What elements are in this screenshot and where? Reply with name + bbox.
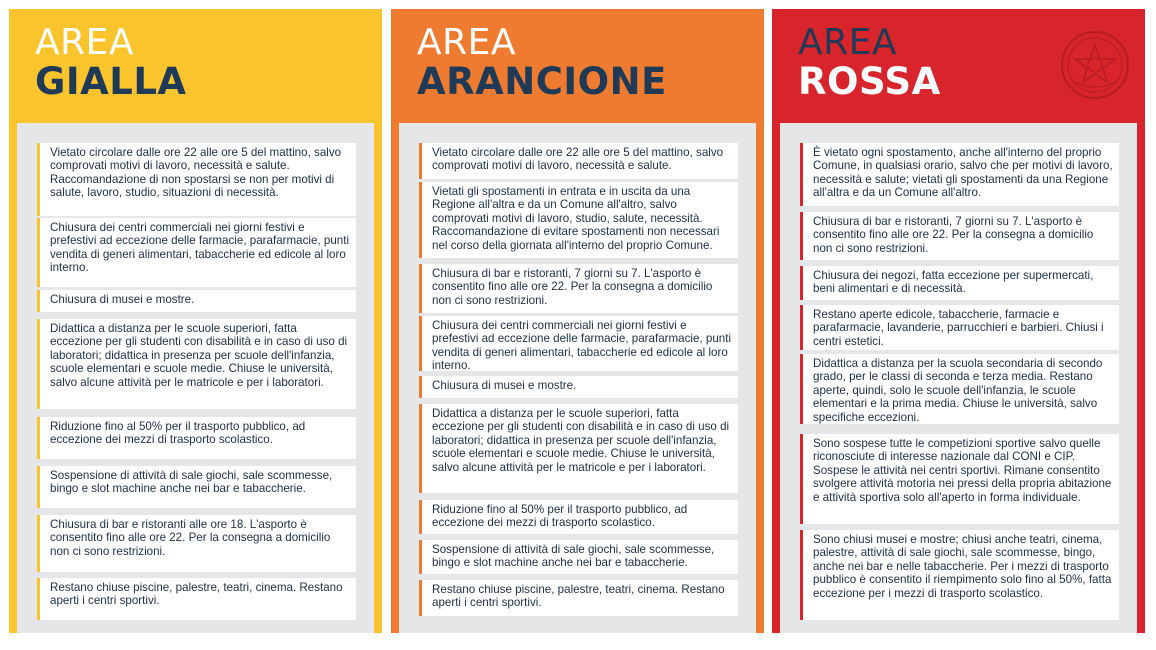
- zone-title: [35, 22, 187, 103]
- rule-item: Chiusura di musei e mostre.: [419, 376, 738, 398]
- zone-title: [798, 22, 941, 103]
- rule-item: Sospensione di attività di sale giochi, sale scommesse, bingo e slot machine anche nei bar e tabaccherie.: [419, 540, 738, 574]
- rules-card: [780, 123, 1137, 633]
- zone-title: [417, 22, 667, 103]
- zone-panel-orange: [391, 9, 764, 633]
- republic-emblem-icon: [1059, 29, 1131, 101]
- rule-item: Vietato circolare dalle ore 22 alle ore 5 del mattino, salvo comprovati motivi di lavoro, necessità e salute.: [419, 143, 738, 179]
- rule-item: Restano chiuse piscine, palestre, teatri, cinema. Restano aperti i centri sportivi.: [419, 580, 738, 616]
- zone-name: ROSSA: [798, 60, 941, 103]
- zone-panel-red: [772, 9, 1145, 633]
- area-label: AREA: [35, 22, 135, 63]
- rule-item: Chiusura di bar e ristoranti alle ore 18. L'asporto è consentito fino alle ore 22. Per la consegna a domicilio non ci sono restrizioni.: [37, 515, 356, 572]
- rule-item: Chiusura di bar e ristoranti, 7 giorni su 7. L'asporto è consentito fino alle ore 22. Per la consegna a domicilio non ci sono restrizioni.: [800, 212, 1119, 260]
- rule-item: Chiusura di musei e mostre.: [37, 290, 356, 312]
- rule-item: Chiusura dei centri commerciali nei giorni festivi e prefestivi ad eccezione delle farmacie, parafarmacie, punti vendita di generi alimentari, tabaccherie ed edicole al loro interno.: [419, 316, 738, 371]
- rules-card: [399, 123, 756, 633]
- area-label: AREA: [798, 22, 898, 63]
- rule-item: Vietati gli spostamenti in entrata e in uscita da una Regione all'altra e da un Comune all'altro, salvo comprovati motivi di lavoro, studio, salute, necessità. Raccomandazione di evitare spostamenti non necessari nel corso della giornata all'interno del proprio Comune.: [419, 182, 738, 258]
- rule-item: Vietato circolare dalle ore 22 alle ore 5 del mattino, salvo comprovati motivi di lavoro, necessità e salute. Raccomandazione di non spostarsi se non per motivi di salute, lavoro, studio, situazioni di necessità.: [37, 143, 356, 216]
- zone-panel-yellow: [9, 9, 382, 633]
- rule-item: È vietato ogni spostamento, anche all'interno del proprio Comune, in qualsiasi orario, salvo che per motivi di lavoro, necessità e salute; vietati gli spostamenti da una Regione all'altra e da un Comune all'altro.: [800, 143, 1119, 206]
- rules-card: [17, 123, 374, 633]
- rule-item: Chiusura dei centri commerciali nei giorni festivi e prefestivi ad eccezione delle farmacie, parafarmacie, punti vendita di generi alimentari, tabaccherie ed edicole al loro interno.: [37, 218, 356, 287]
- rule-item: Sono chiusi musei e mostre; chiusi anche teatri, cinema, palestre, attività di sale giochi, sale scommesse, bingo, anche nei bar e nelle tabaccherie. Per i mezzi di trasporto pubblico è consentito il riempimento solo fino al 50%, fatta eccezione per i mezzi di trasporto scolastico.: [800, 530, 1119, 620]
- rule-item: Chiusura dei negozi, fatta eccezione per supermercati, beni alimentari e di necessità.: [800, 266, 1119, 300]
- rule-item: Didattica a distanza per le scuole superiori, fatta eccezione per gli studenti con disabilità e in caso di uso di laboratori; didattica in presenza per scuole dell'infanzia, scuole elementari e scuole medie. Chiuse le università, salvo alcune attività per le matricole e per i laboratori.: [419, 404, 738, 493]
- rule-item: Sospensione di attività di sale giochi, sale scommesse, bingo e slot machine anche nei bar e tabaccherie.: [37, 466, 356, 508]
- rule-item: Didattica a distanza per le scuole superiori, fatta eccezione per gli studenti con disabilità e in caso di uso di laboratori; didattica in presenza per scuole dell'infanzia, scuole elementari e scuole medie. Chiuse le università, salvo alcune attività per le matricole e per i laboratori.: [37, 319, 356, 409]
- rule-item: Restano chiuse piscine, palestre, teatri, cinema. Restano aperti i centri sportivi.: [37, 578, 356, 620]
- rule-item: Sono sospese tutte le competizioni sportive salvo quelle riconosciute di interesse nazionale dal CONI e CIP. Sospese le attività nei centri sportivi. Rimane consentito svolgere attività motoria nei pressi della propria abitazione e attività sportiva solo all'aperto in forma individuale.: [800, 434, 1119, 524]
- rule-item: Riduzione fino al 50% per il trasporto pubblico, ad eccezione dei mezzi di trasporto scolastico.: [37, 417, 356, 459]
- rule-item: Restano aperte edicole, tabaccherie, farmacie e parafarmacie, lavanderie, parrucchieri e barbieri. Chiusi i centri estetici.: [800, 305, 1119, 350]
- rule-item: Chiusura di bar e ristoranti, 7 giorni su 7. L'asporto è consentito fino alle ore 22. Per la consegna a domicilio non ci sono restrizioni.: [419, 264, 738, 313]
- rule-item: Riduzione fino al 50% per il trasporto pubblico, ad eccezione dei mezzi di trasporto scolastico.: [419, 500, 738, 534]
- area-label: AREA: [417, 22, 517, 63]
- zone-name: ARANCIONE: [417, 60, 667, 103]
- rule-item: Didattica a distanza per la scuola secondaria di secondo grado, per le classi di seconda e terza media. Restano aperte, quindi, solo le scuole dell'infanzia, le scuole elementari e la prima media. Chiuse le università, salvo specifiche eccezioni.: [800, 354, 1119, 424]
- zone-name: GIALLA: [35, 60, 187, 103]
